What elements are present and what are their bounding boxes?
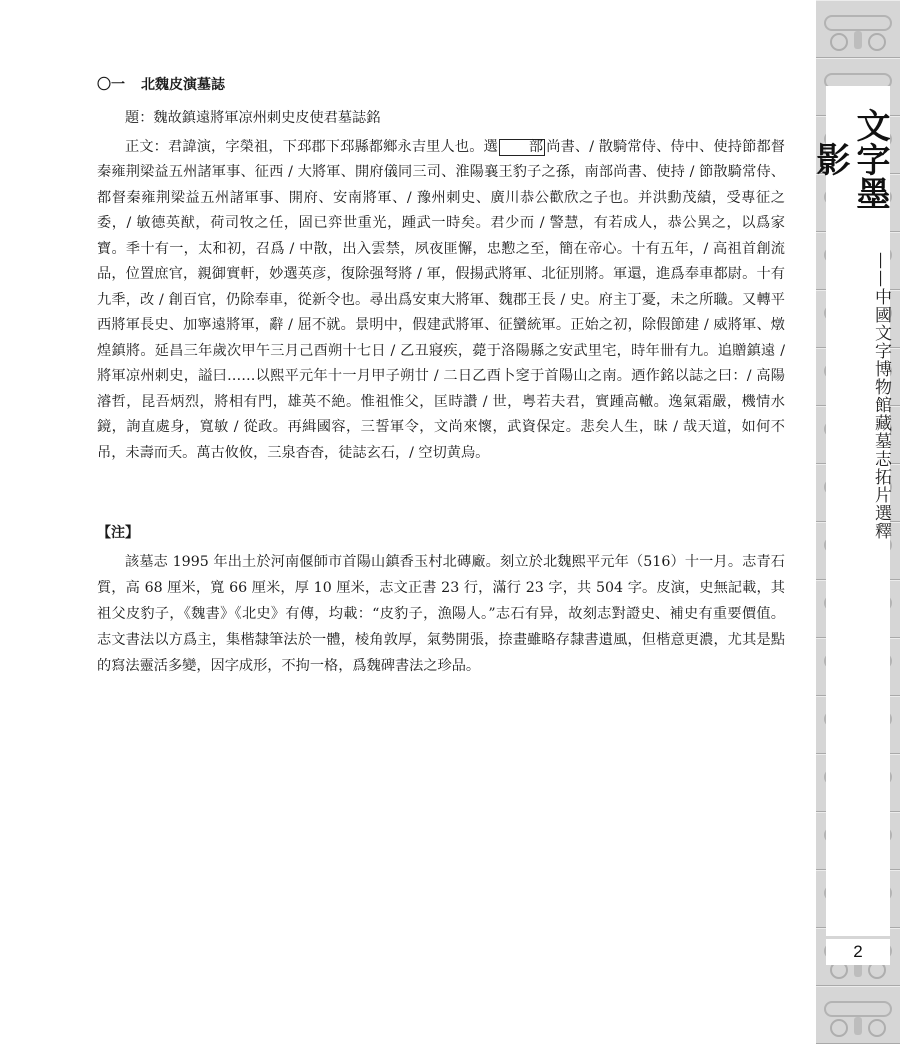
main-content [97, 74, 785, 679]
entry-heading [97, 74, 785, 96]
ornament-tile [816, 986, 900, 1044]
inscription-title: 題：魏故鎮遠將軍凉州刺史皮使君墓誌銘 [125, 110, 381, 126]
book-subtitle: ——中國文字博物館藏墓志拓片選釋 [871, 252, 891, 540]
book-title-panel [810, 86, 891, 936]
book-title: 文字墨影 [810, 108, 890, 210]
entry-title: 北魏皮演墓誌 [141, 77, 225, 93]
entry-number: 〇一 [97, 77, 125, 93]
decorative-sidebar [810, 0, 900, 1044]
note-text: 該墓志 1995 年出土於河南偃師市首陽山鎮香玉村北磚廠。刻立於北魏熙平元年（516）十一月。志青石質，高 68 厘米，寬 66 厘米，厚 10 厘米，志文正書 23 行，滿行 23 字，共 504 字。皮演，史無記載，其祖父皮豹子，《魏書》《北史》有傳，均載：“皮豹子，漁陽人。”志石有异，故刻志對證史、補史有重要價值。志文書法以方爲主，集楷隸筆法於一體，棱角敦厚，氣勢開張，捺畫雖略存隸書遺風，但楷意更濃，尤其是點的寫法靈活多變，因字成形，不拘一格，爲魏碑書法之珍品。 [97, 554, 785, 674]
inscription-text [97, 135, 785, 467]
boxed-character: 部 [499, 139, 545, 156]
ornament-tile [816, 0, 900, 58]
note-heading: 【注】 [97, 525, 139, 541]
inscription-text-part2: 尚書、/ 散騎常侍、侍中、使持節都督秦雍荆梁益五州諸軍事、征西 / 大將軍、開府儀同三司、淮陽襄王豹子之孫，南部尚書、使持 / 節散騎常侍、都督秦雍荆梁益五州諸軍事、開府、安南將軍、/ 豫州刺史、廣川恭公歡欣之子也。并洪勳茂績，受專征之委，/ 敏德英猷，荷司牧之任，固已弈世重光，踵武一時矣。君少而 / 警慧，有若成人，恭公異之，以爲家寶。秊十有一，太和初，召爲 / 中散，出入雲禁，夙夜匪懈，忠懃之至，簡在帝心。十有五年，/ 高祖首創流品，位置庶官，親御實軒，妙選英彦，復除强弩將 / 軍，假揚武將軍、北征別將。軍還，進爲奉車都尉。十有九秊，改 / 創百官，仍除奉車，從新令也。尋出爲安東大將軍、魏郡王長 / 史。府主丁憂，未之所職。又轉平西將軍長史、加寧遠將軍，辭 / 屈不就。景明中，假建武將軍、征蠻統軍。正始之初，除假節建 / 威將軍、燉煌鎮將。延昌三年歲次甲午三月己酉朔十七日 / 乙丑寢疾，薨于洛陽縣之安武里宅，時年卌有九。追贈鎮遠 / 將軍凉州刺史，謚曰……以熙平元年十一月甲子朔廿 / 二日乙酉卜窆于首陽山之南。迺作銘以誌之曰：/ 高陽濬哲，昆吾炳烈，將相有門，雄英不絶。惟祖惟父，匡時讚 / 世，粤若夫君，實踵高轍。逸氣霜嚴，機情水鏡，詢直處身，寬敏 / 從政。再緝國容，三誓軍令，文尚來懷，武資保定。悲矣人生，昧 / 哉天道，如何不吊，未壽而夭。萬古攸攸，三泉杳杳，徒誌玄石，/ 空切黄烏。 [97, 138, 785, 461]
inscription-text-part1: 正文：君諱演，字榮祖，下邳郡下邳縣都鄉永吉里人也。選 [125, 138, 498, 155]
page-number: 2 [826, 939, 890, 965]
